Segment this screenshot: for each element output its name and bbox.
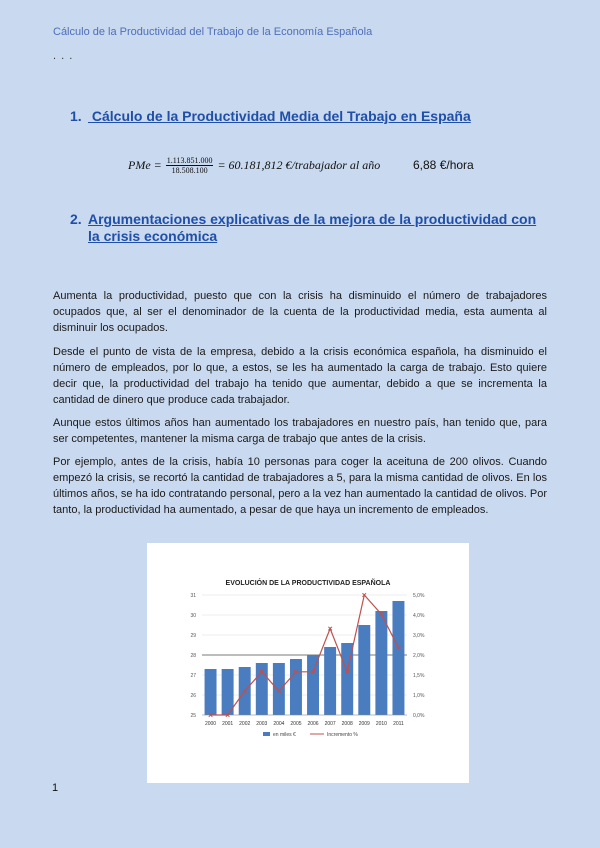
y-tick-label: 29 <box>190 633 196 639</box>
bar <box>273 663 285 715</box>
formula-numerator: 1.113.851.000 <box>166 156 213 165</box>
section-1-number: 1. <box>70 108 82 124</box>
bar <box>324 647 336 715</box>
chart-title: EVOLUCIÓN DE LA PRODUCTIVIDAD ESPAÑOLA <box>225 580 391 587</box>
bar <box>290 659 302 715</box>
y2-tick-label: 2,0% <box>413 653 425 659</box>
productivity-chart <box>147 543 469 783</box>
bar <box>375 611 387 715</box>
productivity-per-hour: 6,88 €/hora <box>413 158 474 172</box>
y2-tick-label: 4,0% <box>413 613 425 619</box>
y-tick-label: 26 <box>190 693 196 699</box>
section-2-heading <box>70 211 550 245</box>
legend-label-bars: en miles € <box>273 732 296 738</box>
x-tick-label: 2010 <box>375 721 387 727</box>
y-tick-label: 30 <box>190 613 196 619</box>
x-tick-label: 2008 <box>341 721 353 727</box>
x-tick-label: 2003 <box>256 721 268 727</box>
bar <box>392 601 404 715</box>
y-tick-label: 31 <box>190 593 196 599</box>
formula-result: = 60.181,812 €/trabajador al año <box>217 158 381 172</box>
y-tick-label: 27 <box>190 673 196 679</box>
x-tick-label: 2002 <box>239 721 251 727</box>
y2-tick-label: 3,0% <box>413 633 425 639</box>
bar <box>358 625 370 715</box>
x-tick-label: 2001 <box>222 721 234 727</box>
section-2-title-line1: Argumentaciones explicativas de la mejora de la productividad con <box>88 211 537 227</box>
paragraph-1: Aumenta la productividad, puesto que con la crisis ha disminuido el número de trabajadores ocupados que, al ser el denominador de la cuenta de la productividad media, esta aumenta al disminuir los ocupados. <box>53 290 547 334</box>
paragraph-4: Por ejemplo, antes de la crisis, había 10 personas para coger la aceituna de 200 olivos. Cuando empezó la crisis, se recortó la cantidad de trabajadores a 5, para la misma cantidad de olivos. En los últimos años, se ha ido contratando personal, pero a la vez han aumentado la cantidad de olivos. Por tanto, la productividad ha aumentado, a pesar de que haya un incremento de empleados. <box>53 456 547 516</box>
y2-tick-label: 1,0% <box>413 693 425 699</box>
y2-tick-label: 0,0% <box>413 713 425 719</box>
x-tick-label: 2011 <box>393 721 404 727</box>
paragraph-3: Aunque estos últimos años han aumentado los trabajadores en nuestro país, han tenido que, para ser competentes, mantener la misma carga de trabajo que antes de la crisis. <box>53 417 547 445</box>
x-tick-label: 2006 <box>307 721 319 727</box>
x-tick-label: 2004 <box>273 721 285 727</box>
bar <box>307 655 319 715</box>
page-number: 1 <box>52 782 59 794</box>
x-tick-label: 2009 <box>358 721 370 727</box>
x-tick-label: 2007 <box>324 721 336 727</box>
formula-fraction <box>166 156 214 175</box>
y-tick-label: 25 <box>190 713 196 719</box>
x-tick-label: 2005 <box>290 721 302 727</box>
paragraph-2: Desde el punto de vista de la empresa, debido a la crisis económica española, ha disminuido el número de empleados, por lo que, a estos, se les ha aumentado la carga de trabajo. Esto quiere decir que, la productividad del trabajo ha tenido que aumentar, debido a que se incrementa la cantidad de dinero que produce cada trabajador. <box>53 346 547 406</box>
y2-tick-label: 1,5% <box>413 673 425 679</box>
x-tick-label: 2000 <box>204 721 217 727</box>
header-dots: . . . <box>53 50 74 62</box>
formula-lhs: PMe = <box>128 158 162 172</box>
y2-tick-label: 5,0% <box>413 593 425 599</box>
y-tick-label: 28 <box>190 653 196 659</box>
section-2-title-line2: la crisis económica <box>88 228 218 244</box>
productivity-formula <box>128 156 380 175</box>
document-header: Cálculo de la Productividad del Trabajo de la Economía Española <box>53 26 373 38</box>
bar <box>205 669 217 715</box>
legend-swatch-bars <box>263 732 270 736</box>
productivity-chart-svg <box>147 543 469 783</box>
legend-label-line: Incremento % <box>327 732 358 738</box>
section-1-title: Cálculo de la Productividad Media del Trabajo en España <box>91 108 471 124</box>
section-1-heading <box>70 108 471 124</box>
section-2-number: 2. <box>70 211 82 227</box>
bar <box>256 663 268 715</box>
formula-denominator: 18.508.100 <box>171 166 208 175</box>
